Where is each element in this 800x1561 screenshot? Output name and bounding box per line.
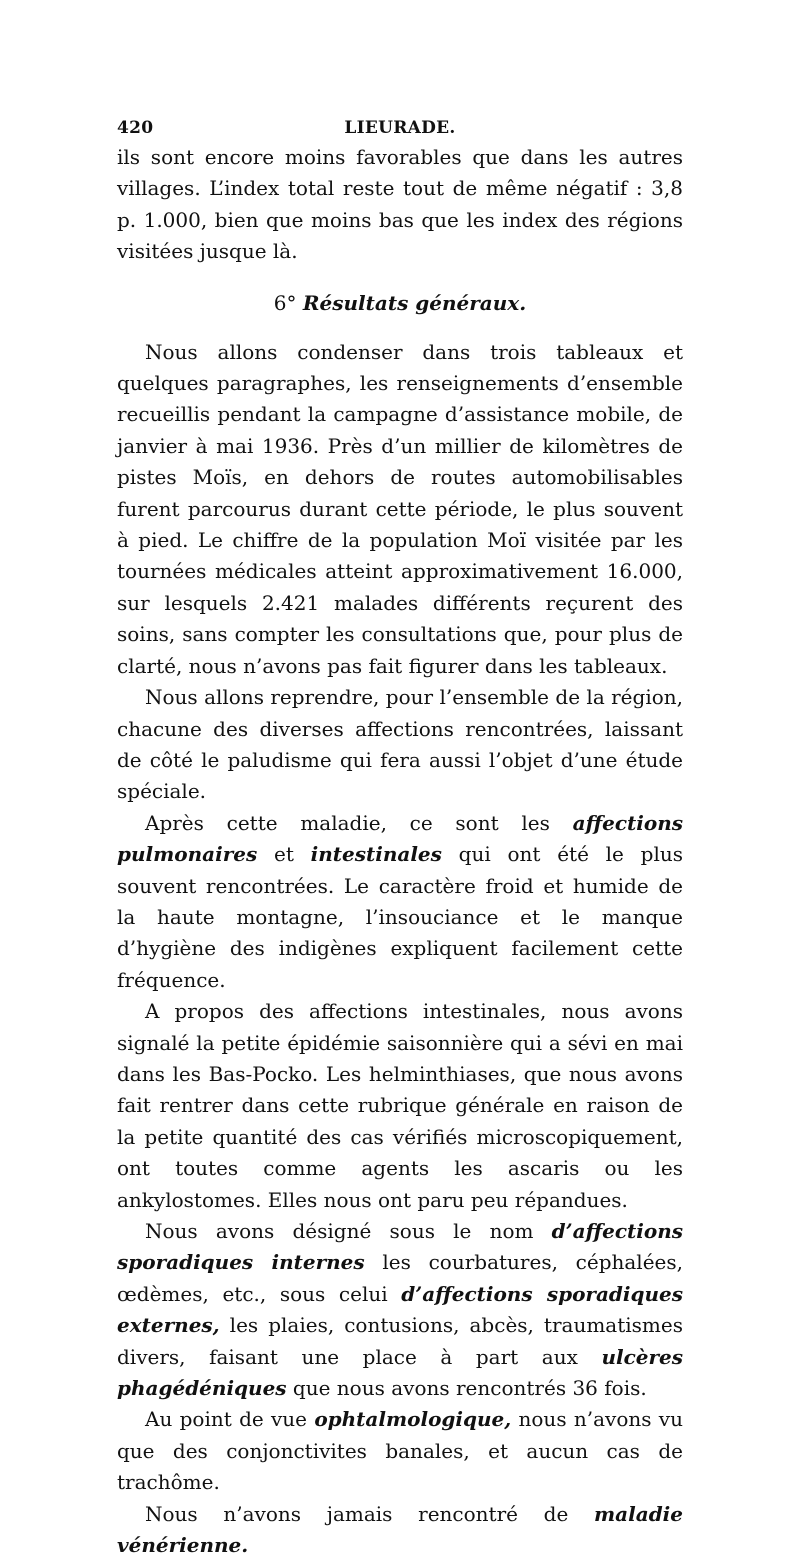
- continuation-paragraph: ils sont encore moins favorables que dans les autres villages. L’index total reste tout de même négatif : 3,8 p. 1.000, bien que moins bas que les index des régions visitées jusque là.: [117, 145, 683, 264]
- text-run: Après cette maladie, ce sont les: [145, 810, 573, 835]
- running-title: LIEURADE.: [344, 118, 456, 138]
- italic-term: d’affections sporadiques internes: [117, 1219, 683, 1275]
- italic-term: intestinales: [310, 842, 442, 867]
- text-run: les courbatures, céphalées, œdèmes, etc., sous celui: [117, 1250, 683, 1306]
- text-run: Au point de vue: [145, 1407, 315, 1432]
- page-number: 420: [117, 118, 154, 138]
- text-run: qui ont été le plus souvent rencontrées. Le caractère froid et humide de la haute montagne, l’insouciance et le manque d’hygiène des indigènes expliquent facilement cette fréquence.: [117, 842, 683, 992]
- paragraph-intestinal-epidemic: A propos des affections intestinales, nous avons signalé la petite épidémie saisonnière qui a sévi en mai dans les Bas-Pocko. Les helminthiases, que nous avons fait rentrer dans cette rubrique générale en raison de la petite quantité des cas vérifiés microscopiquement, ont toutes comme agents les ascaris ou les ankylostomes. Elles nous ont paru peu répandues.: [117, 999, 683, 1212]
- section-heading: [117, 288, 683, 319]
- italic-term: ulcères phagédéniques: [117, 1344, 683, 1401]
- book-page: [117, 118, 683, 1561]
- italic-term: ophtalmologique,: [314, 1407, 512, 1432]
- italic-term: affections pulmonaires: [117, 810, 683, 867]
- paragraph-pulmonary-intestinal: [117, 808, 683, 996]
- paragraph-campaign-summary: Nous allons condenser dans trois tableaux et quelques paragraphes, les renseignements d’ensemble recueillis pendant la campagne d’assistance mobile, de janvier à mai 1936. Près d’un millier de kilomètres de pistes Moïs, en dehors de routes automobilisables furent parcourus durant cette période, le plus souvent à pied. Le chiffre de la population Moï visitée par les tournées médicales atteint approximativement 16.000, sur lesquels 2.421 malades différents reçurent des soins, sans compter les consultations que, pour plus de clarté, nous n’avons pas fait figurer dans les tableaux.: [117, 339, 683, 678]
- text-run: Nous n’avons jamais rencontré de: [145, 1501, 595, 1526]
- italic-term: d’affections sporadiques externes,: [117, 1281, 683, 1338]
- text-run: les plaies, contusions, abcès, traumatismes divers, faisant une place à part aux: [117, 1313, 683, 1369]
- body-text: [117, 142, 683, 1561]
- paragraph-venereal: [117, 1499, 683, 1561]
- section-title: Résultats généraux.: [302, 290, 527, 315]
- section-number: 6°: [273, 290, 297, 315]
- italic-term: maladie vénérienne.: [117, 1501, 683, 1558]
- paragraph-sporadic-affections: [117, 1216, 683, 1404]
- running-header: [117, 118, 683, 142]
- text-run: et: [257, 842, 311, 867]
- paragraph-ophthalmology: [117, 1404, 683, 1498]
- paragraph-affections-overview: Nous allons reprendre, pour l’ensemble de la région, chacune des diverses affections rencontrées, laissant de côté le paludisme qui fera aussi l’objet d’une étude spéciale.: [117, 685, 683, 804]
- text-run: nous n’avons vu que des conjonctivites banales, et aucun cas de trachôme.: [117, 1407, 683, 1495]
- text-run: Nous avons désigné sous le nom: [145, 1219, 552, 1243]
- text-run: que nous avons rencontrés 36 fois.: [286, 1376, 647, 1401]
